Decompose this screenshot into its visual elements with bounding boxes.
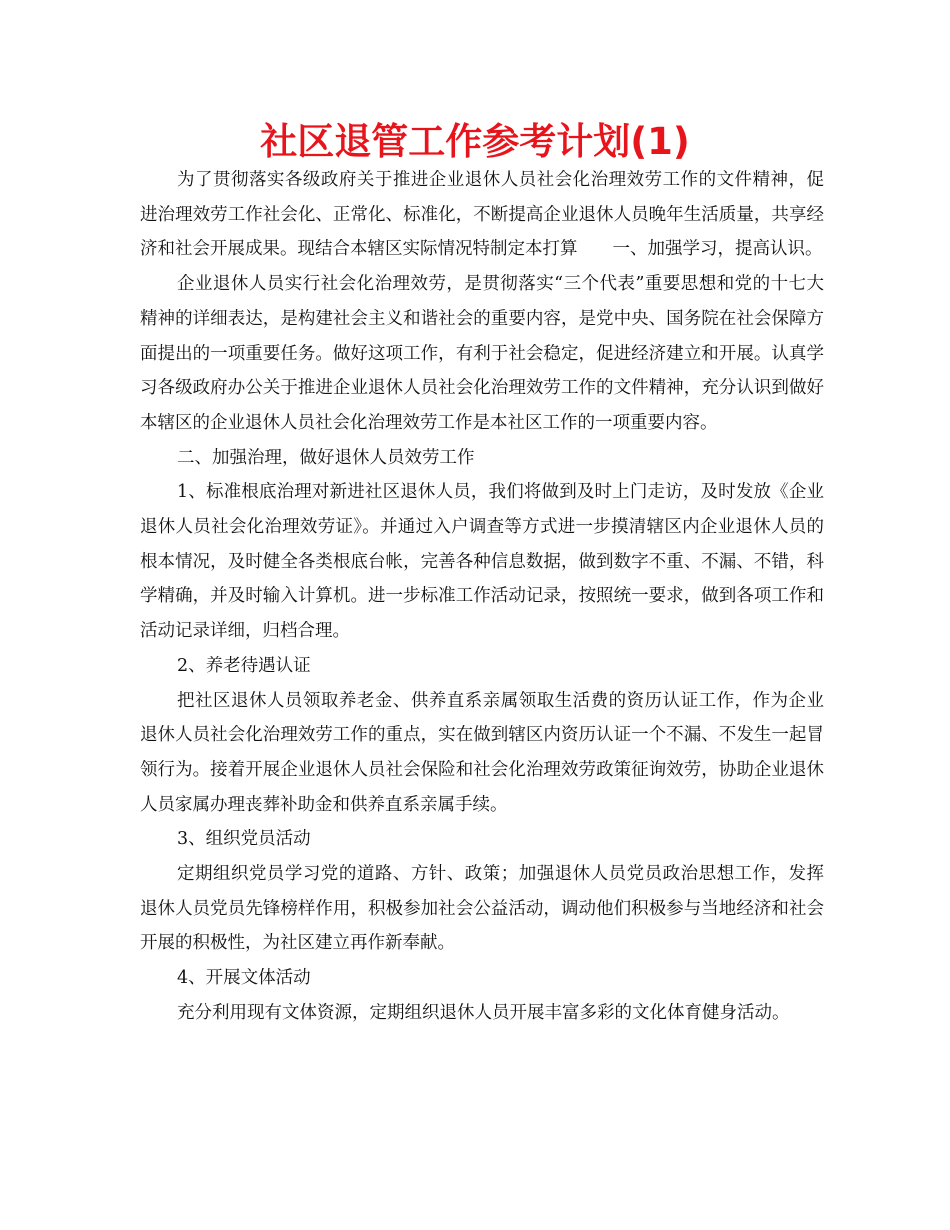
section-heading-management: 二、加强治理，做好退休人员效劳工作	[177, 447, 475, 468]
document-title: 社区退管工作参考计划(1)	[260, 120, 690, 163]
paragraph-party-activities: 定期组织党员学习党的道路、方针、政策；加强退休人员党员政治思想工作，发挥退休人员党员先锋榜样作用，积极参加社会公益活动，调动他们积极参与当地经济和社会开展的积极性，为社区建立再作新奉献。	[140, 864, 824, 954]
paragraph-intro: 为了贯彻落实各级政府关于推进企业退休人员社会化治理效劳工作的文件精神，促进治理效劳工作社会化、正常化、标准化，不断提高企业退休人员晚年生活质量，共享经济和社会开展成果。现结合本辖区实际情况特制定本打算 一、加强学习，提高认识。	[140, 170, 824, 260]
paragraph-basic-management: 1、标准根底治理对新进社区退休人员，我们将做到及时上门走访，及时发放《企业退休人员社会化治理效劳证》。并通过入户调查等方式进一步摸清辖区内企业退休人员的根本情况，及时健全各类根底台帐，完善各种信息数据，做到数字不重、不漏、不错，科学精确，并及时输入计算机。进一步标准工作活动记录，按照统一要求，做到各项工作和活动记录详细，归档合理。	[140, 482, 824, 642]
subheading-cultural-activities: 4、开展文体活动	[177, 968, 311, 989]
paragraph-significance: 企业退休人员实行社会化治理效劳，是贯彻落实“三个代表”重要思想和党的十七大精神的详细表达，是构建社会主义和谐社会的重要内容，是党中央、国务院在社会保障方面提出的一项重要任务。做好这项工作，有利于社会稳定，促进经济建立和开展。认真学习各级政府办公关于推进企业退休人员社会化治理效劳工作的文件精神，充分认识到做好本辖区的企业退休人员社会化治理效劳工作是本社区工作的一项重要内容。	[140, 274, 824, 433]
subheading-party-activities: 3、组织党员活动	[177, 829, 311, 850]
subheading-pension-certification: 2、养老待遇认证	[177, 655, 311, 676]
document-body	[140, 163, 824, 1031]
paragraph-pension-certification: 把社区退休人员领取养老金、供养直系亲属领取生活费的资历认证工作，作为企业退休人员社会化治理效劳工作的重点，实在做到辖区内资历认证一个不漏、不发生一起冒领行为。接着开展企业退休人员社会保险和社会化治理效劳政策征询效劳，协助企业退休人员家属办理丧葬补助金和供养直系亲属手续。	[140, 690, 824, 815]
paragraph-cultural-activities: 充分利用现有文体资源，定期组织退休人员开展丰富多彩的文化体育健身活动。	[177, 1002, 790, 1023]
